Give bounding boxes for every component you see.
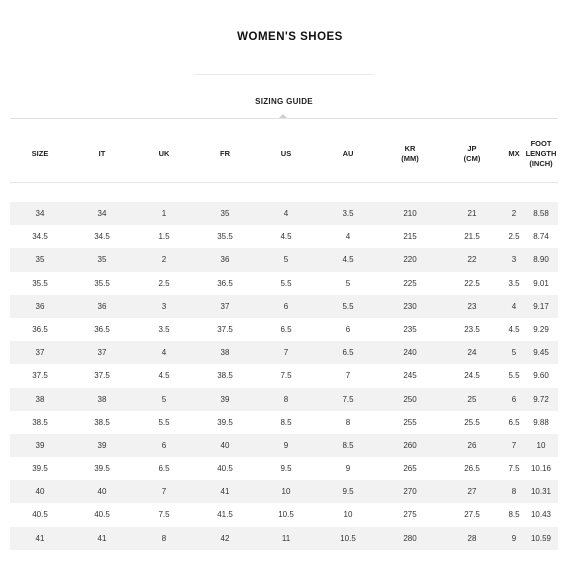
cell-mx: 2: [511, 209, 517, 218]
cell-kr: 275: [403, 510, 417, 520]
cell-uk: 8: [161, 533, 167, 543]
cell-kr: 270: [403, 487, 417, 497]
cell-foot-length: 9.17: [533, 301, 549, 311]
cell-mx: 4: [511, 301, 517, 311]
cell-kr: 245: [403, 371, 417, 381]
header-mx: MX: [508, 149, 520, 158]
cell-foot-length: 10.16: [530, 464, 552, 474]
cell-jp: 21: [467, 209, 477, 218]
cell-us: 5.5: [280, 278, 292, 288]
cell-us: 4.5: [280, 232, 292, 242]
header-foot-length: FOOT LENGTH (INCH): [525, 139, 557, 168]
cell-jp: 26: [467, 440, 477, 450]
cell-us: 8.5: [280, 417, 292, 427]
cell-kr: 210: [403, 209, 417, 218]
cell-it: 38.5: [94, 417, 110, 427]
size-table-header: [10, 128, 558, 180]
header-kr: KR (MM): [401, 144, 419, 163]
cell-uk: 3: [161, 301, 167, 311]
cell-us: 4: [283, 209, 289, 218]
cell-size: 39.5: [32, 464, 48, 474]
cell-us: 8: [283, 394, 289, 404]
cell-jp: 22: [467, 255, 477, 265]
cell-it: 38: [97, 394, 107, 404]
table-row: [10, 480, 558, 503]
cell-it: 37: [97, 348, 107, 358]
cell-size: 36: [35, 301, 45, 311]
cell-au: 4: [345, 232, 351, 242]
cell-foot-length: 10.31: [530, 487, 552, 497]
tab-divider: [10, 118, 558, 119]
cell-it: 36.5: [94, 324, 110, 334]
table-row: [10, 434, 558, 457]
cell-uk: 2.5: [158, 278, 170, 288]
table-row: [10, 318, 558, 341]
cell-fr: 41.5: [217, 510, 233, 520]
cell-us: 11: [281, 533, 291, 543]
cell-uk: 4.5: [158, 371, 170, 381]
title-divider: [194, 74, 374, 75]
cell-au: 8.5: [342, 440, 354, 450]
cell-us: 10: [281, 487, 291, 497]
cell-mx: 7.5: [508, 464, 520, 474]
tab-sizing-guide[interactable]: SIZING GUIDE: [255, 97, 313, 106]
cell-mx: 9: [511, 533, 517, 543]
cell-it: 39.5: [94, 464, 110, 474]
table-row: [10, 225, 558, 248]
cell-foot-length: 9.88: [533, 417, 549, 427]
cell-it: 36: [97, 301, 107, 311]
cell-foot-length: 9.60: [533, 371, 549, 381]
table-row: [10, 411, 558, 434]
cell-fr: 41: [220, 487, 230, 497]
table-row: [10, 272, 558, 295]
cell-fr: 39: [220, 394, 230, 404]
cell-uk: 4: [161, 348, 167, 358]
cell-au: 10.5: [340, 533, 356, 543]
header-uk: UK: [158, 149, 170, 158]
cell-us: 5: [283, 255, 289, 265]
cell-fr: 39.5: [217, 417, 233, 427]
cell-uk: 5: [161, 394, 167, 404]
cell-fr: 35.5: [217, 232, 233, 242]
cell-foot-length: 10.43: [530, 510, 552, 520]
cell-fr: 36: [220, 255, 230, 265]
cell-us: 10.5: [278, 510, 294, 520]
cell-au: 10: [343, 510, 353, 520]
cell-jp: 22.5: [464, 278, 480, 288]
cell-jp: 27: [467, 487, 477, 497]
cell-mx: 5: [511, 348, 517, 358]
cell-fr: 35: [220, 209, 230, 218]
cell-foot-length: 9.45: [533, 348, 549, 358]
table-row: [10, 295, 558, 318]
cell-size: 37.5: [32, 371, 48, 381]
cell-kr: 230: [403, 301, 417, 311]
cell-mx: 6: [511, 394, 517, 404]
cell-jp: 28: [467, 533, 477, 543]
cell-foot-length: 10: [536, 440, 546, 450]
cell-uk: 3.5: [158, 324, 170, 334]
cell-uk: 1.5: [158, 232, 170, 242]
cell-au: 7.5: [342, 394, 354, 404]
cell-it: 40.5: [94, 510, 110, 520]
header-size: SIZE: [31, 149, 49, 158]
cell-mx: 3.5: [508, 278, 520, 288]
cell-size: 38.5: [32, 417, 48, 427]
cell-mx: 6.5: [508, 417, 520, 427]
cell-size: 34.5: [32, 232, 48, 242]
cell-jp: 27.5: [464, 510, 480, 520]
cell-kr: 260: [403, 440, 417, 450]
cell-kr: 235: [403, 324, 417, 334]
cell-it: 41: [97, 533, 107, 543]
cell-fr: 37.5: [217, 324, 233, 334]
cell-au: 9.5: [342, 487, 354, 497]
cell-it: 35: [97, 255, 107, 265]
cell-kr: 225: [403, 278, 417, 288]
cell-foot-length: 9.29: [533, 324, 549, 334]
cell-au: 5.5: [342, 301, 354, 311]
cell-jp: 23: [467, 301, 477, 311]
cell-us: 9: [283, 440, 289, 450]
cell-jp: 24.5: [464, 371, 480, 381]
table-row: [10, 202, 558, 225]
cell-jp: 23.5: [464, 324, 480, 334]
header-it: IT: [98, 149, 106, 158]
header-au: AU: [342, 149, 354, 158]
cell-uk: 6: [161, 440, 167, 450]
cell-kr: 250: [403, 394, 417, 404]
cell-us: 7.5: [280, 371, 292, 381]
table-row: [10, 341, 558, 364]
cell-size: 40: [35, 487, 45, 497]
cell-au: 6.5: [342, 348, 354, 358]
cell-size: 34: [35, 209, 45, 218]
cell-size: 39: [35, 440, 45, 450]
cell-us: 9.5: [280, 464, 292, 474]
cell-kr: 255: [403, 417, 417, 427]
cell-uk: 6.5: [158, 464, 170, 474]
cell-jp: 26.5: [464, 464, 480, 474]
cell-size: 37: [35, 348, 45, 358]
cell-kr: 215: [403, 232, 417, 242]
cell-it: 34.5: [94, 232, 110, 242]
cell-uk: 7: [161, 487, 167, 497]
table-row: [10, 527, 558, 550]
table-row: [10, 248, 558, 271]
cell-au: 7: [345, 371, 351, 381]
cell-jp: 25.5: [464, 417, 480, 427]
cell-kr: 280: [403, 533, 417, 543]
cell-jp: 21.5: [464, 232, 480, 242]
cell-mx: 4.5: [508, 324, 520, 334]
cell-foot-length: 8.90: [533, 255, 549, 265]
header-divider: [10, 182, 558, 183]
cell-jp: 25: [467, 394, 477, 404]
cell-size: 35: [35, 255, 45, 265]
cell-size: 41: [35, 533, 45, 543]
cell-fr: 40.5: [217, 464, 233, 474]
table-row: [10, 457, 558, 480]
table-row: [10, 503, 558, 526]
cell-it: 37.5: [94, 371, 110, 381]
cell-us: 6.5: [280, 324, 292, 334]
cell-it: 40: [97, 487, 107, 497]
cell-it: 35.5: [94, 278, 110, 288]
cell-uk: 5.5: [158, 417, 170, 427]
header-us: US: [280, 149, 292, 158]
cell-uk: 7.5: [158, 510, 170, 520]
header-jp: JP (CM): [463, 144, 481, 163]
cell-fr: 40: [220, 440, 230, 450]
cell-foot-length: 9.72: [533, 394, 549, 404]
header-fr: FR: [220, 149, 230, 158]
cell-size: 35.5: [32, 278, 48, 288]
cell-foot-length: 8.74: [533, 232, 549, 242]
table-row: [10, 388, 558, 411]
cell-mx: 2.5: [508, 232, 520, 242]
cell-au: 9: [345, 464, 351, 474]
cell-au: 8: [345, 417, 351, 427]
cell-size: 38: [35, 394, 45, 404]
cell-it: 34: [97, 209, 107, 218]
cell-foot-length: 9.01: [533, 278, 549, 288]
cell-mx: 3: [511, 255, 517, 265]
cell-fr: 38: [220, 348, 230, 358]
size-table-body: [10, 202, 558, 550]
cell-uk: 1: [161, 209, 167, 218]
cell-au: 5: [345, 278, 351, 288]
cell-us: 6: [283, 301, 289, 311]
cell-au: 3.5: [342, 209, 354, 218]
table-row: [10, 364, 558, 387]
page-title: WOMEN'S SHOES: [237, 31, 343, 43]
cell-mx: 8.5: [508, 510, 520, 520]
cell-foot-length: 10.59: [530, 533, 552, 543]
cell-foot-length: 8.58: [533, 209, 549, 218]
cell-jp: 24: [467, 348, 477, 358]
cell-it: 39: [97, 440, 107, 450]
cell-kr: 265: [403, 464, 417, 474]
cell-mx: 5.5: [508, 371, 520, 381]
cell-fr: 36.5: [217, 278, 233, 288]
cell-au: 4.5: [342, 255, 354, 265]
cell-mx: 7: [511, 440, 517, 450]
cell-size: 36.5: [32, 324, 48, 334]
cell-fr: 37: [220, 301, 230, 311]
cell-au: 6: [345, 324, 351, 334]
cell-fr: 42: [220, 533, 230, 543]
cell-fr: 38.5: [217, 371, 233, 381]
cell-mx: 8: [511, 487, 517, 497]
cell-kr: 240: [403, 348, 417, 358]
cell-uk: 2: [161, 255, 167, 265]
cell-size: 40.5: [32, 510, 48, 520]
cell-us: 7: [283, 348, 289, 358]
cell-kr: 220: [403, 255, 417, 265]
